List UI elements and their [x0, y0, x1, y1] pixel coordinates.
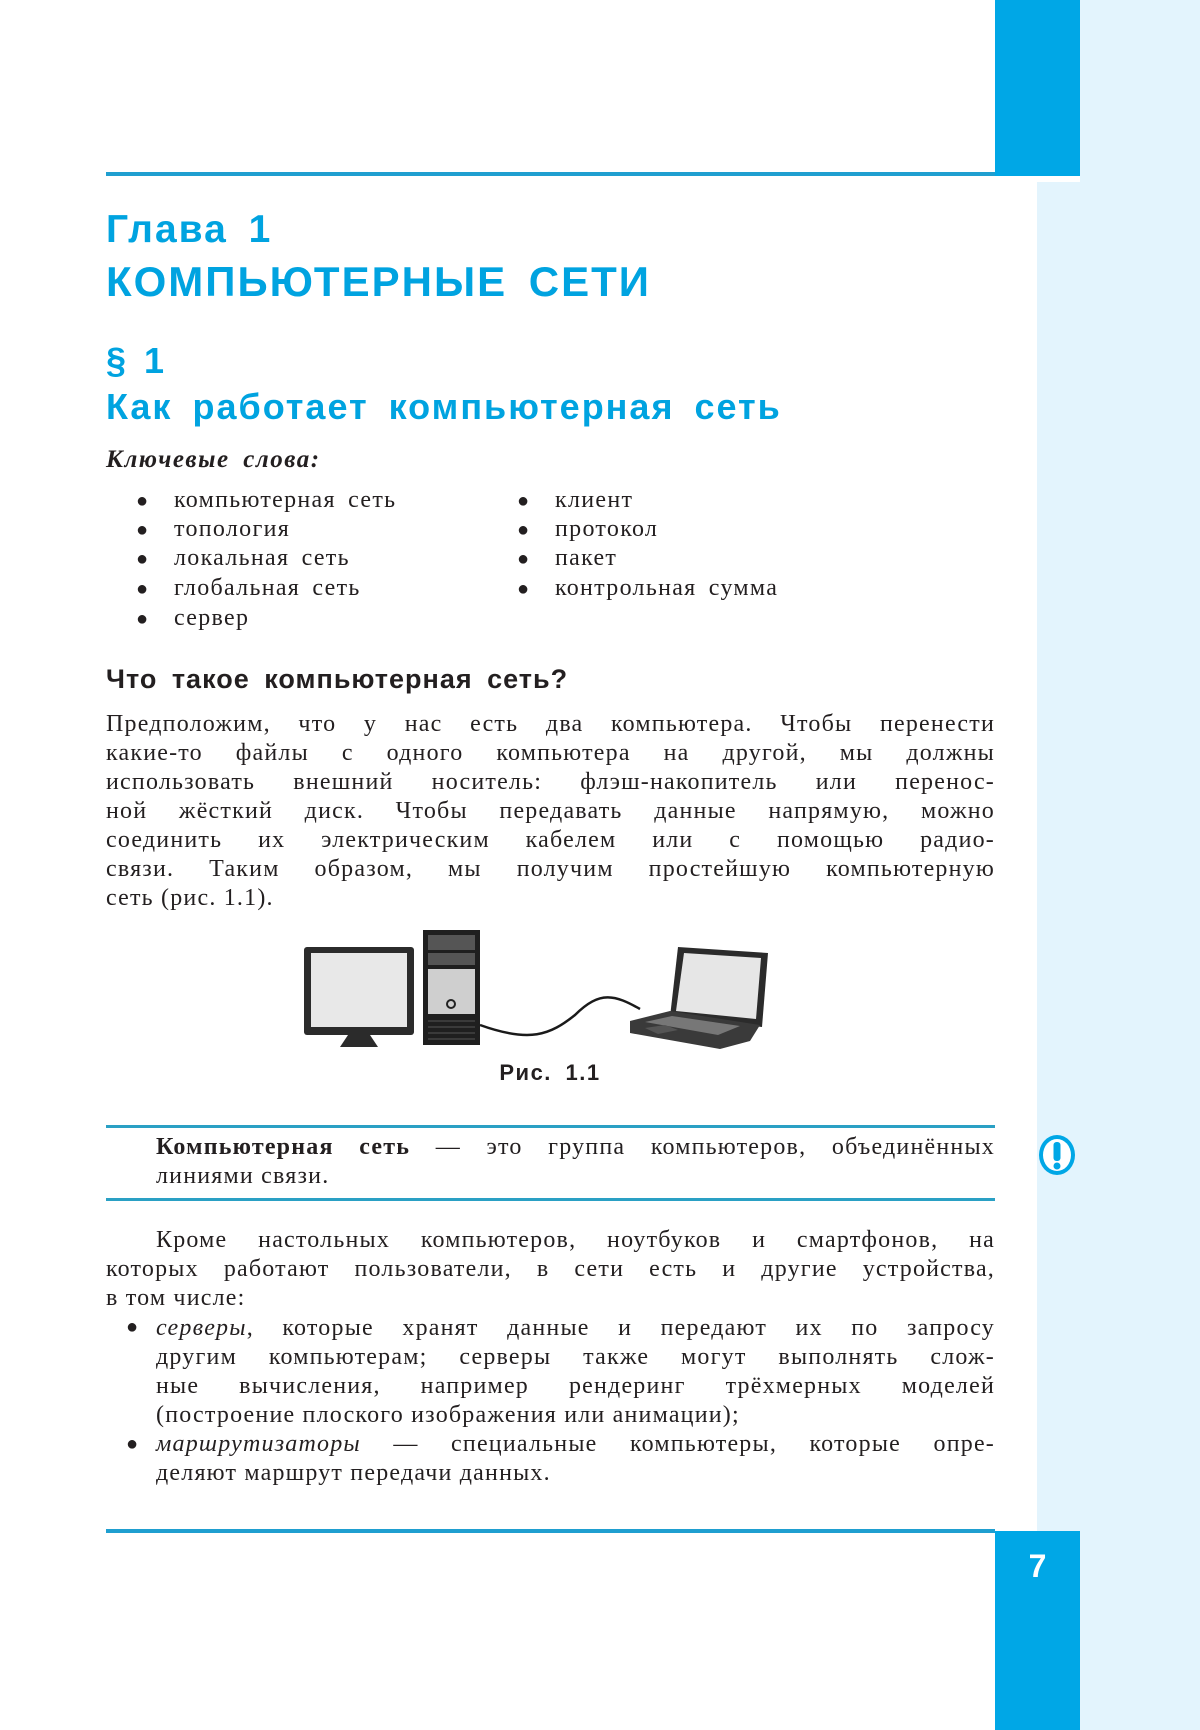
text-line: которых работают пользователи, в сети есть и другие устройства,	[106, 1256, 995, 1282]
margin-panel	[1037, 182, 1200, 1730]
chapter-label: Глава 1	[106, 208, 273, 251]
laptop-icon	[630, 947, 768, 1049]
chapter-title: КОМПЬЮТЕРНЫЕ СЕТИ	[106, 258, 651, 305]
list-item-line: деляют маршрут передачи данных.	[156, 1460, 551, 1486]
definition-term: Компьютерная сеть	[156, 1134, 411, 1160]
keyword-item: ● контрольная сумма	[517, 575, 779, 601]
figure-caption: Рис. 1.1	[499, 1060, 601, 1085]
text-line: сеть (рис. 1.1).	[106, 885, 274, 911]
list-item-line: маршрутизаторы — специальные компьютеры, которые опре-	[156, 1431, 995, 1457]
list-item-line: ные вычисления, например рендеринг трёхмерных моделей	[156, 1373, 995, 1399]
bullet-icon: ●	[126, 1433, 139, 1455]
text-line: Предположим, что у нас есть два компьютера. Чтобы перенести	[106, 711, 995, 737]
page-number: 7	[1028, 1548, 1047, 1584]
term-servers: серверы	[156, 1315, 247, 1341]
keyword-item: ● клиент	[517, 487, 634, 513]
keyword-item: ● пакет	[517, 545, 618, 571]
text-line: ной жёсткий диск. Чтобы передавать данные напрямую, можно	[106, 798, 995, 824]
keyword-item: ● протокол	[517, 516, 659, 542]
figure-network-illustration	[300, 925, 775, 1050]
text-line: какие-то файлы с одного компьютера на другой, мы должны	[106, 740, 995, 766]
text-line: соединить их электрическим кабелем или с помощью радио-	[106, 827, 995, 853]
top-rule	[106, 172, 995, 176]
exclamation-icon	[1037, 1134, 1077, 1176]
keywords-title: Ключевые слова:	[106, 446, 321, 473]
text-line: в том числе:	[106, 1285, 246, 1311]
keyword-item: ● глобальная сеть	[136, 575, 361, 601]
text-line: связи. Таким образом, мы получим простейшую компьютерную	[106, 856, 995, 882]
keyword-item: ● сервер	[136, 605, 250, 631]
paragraph-devices	[106, 1226, 995, 1313]
bullet-icon: ●	[126, 1316, 139, 1338]
definition-bottom-rule	[106, 1198, 995, 1201]
list-item-line: (построение плоского изображения или анимации);	[156, 1402, 740, 1428]
keyword-item: ● компьютерная сеть	[136, 487, 397, 513]
device-list	[126, 1314, 995, 1488]
section-number: § 1	[106, 340, 165, 381]
list-item-line: серверы, которые хранят данные и передают их по запросу	[156, 1315, 995, 1341]
monitor-icon	[304, 947, 414, 1047]
cable	[480, 997, 640, 1035]
section-title: Как работает компьютерная сеть	[106, 386, 782, 427]
term-routers: маршрутизаторы	[156, 1431, 361, 1457]
system-unit-icon	[423, 930, 480, 1045]
subheading: Что такое компьютерная сеть?	[106, 664, 569, 694]
definition-line: линиями связи.	[156, 1163, 330, 1189]
definition-top-rule	[106, 1125, 995, 1128]
list-item-line: другим компьютерам; серверы также могут выполнять слож-	[156, 1344, 995, 1370]
top-color-tab	[995, 0, 1080, 176]
bottom-rule	[106, 1529, 995, 1533]
definition-box	[156, 1133, 995, 1191]
keyword-item: ● топология	[136, 516, 291, 542]
text-line: Кроме настольных компьютеров, ноутбуков и смартфонов, на	[156, 1227, 995, 1253]
text-line: использовать внешний носитель: флэш-накопитель или перенос-	[106, 769, 995, 795]
paragraph-intro	[106, 710, 995, 913]
keyword-item: ● локальная сеть	[136, 545, 350, 571]
margin-panel-top	[1080, 0, 1200, 182]
definition-line: Компьютерная сеть — это группа компьютеров, объединённых	[156, 1134, 995, 1160]
